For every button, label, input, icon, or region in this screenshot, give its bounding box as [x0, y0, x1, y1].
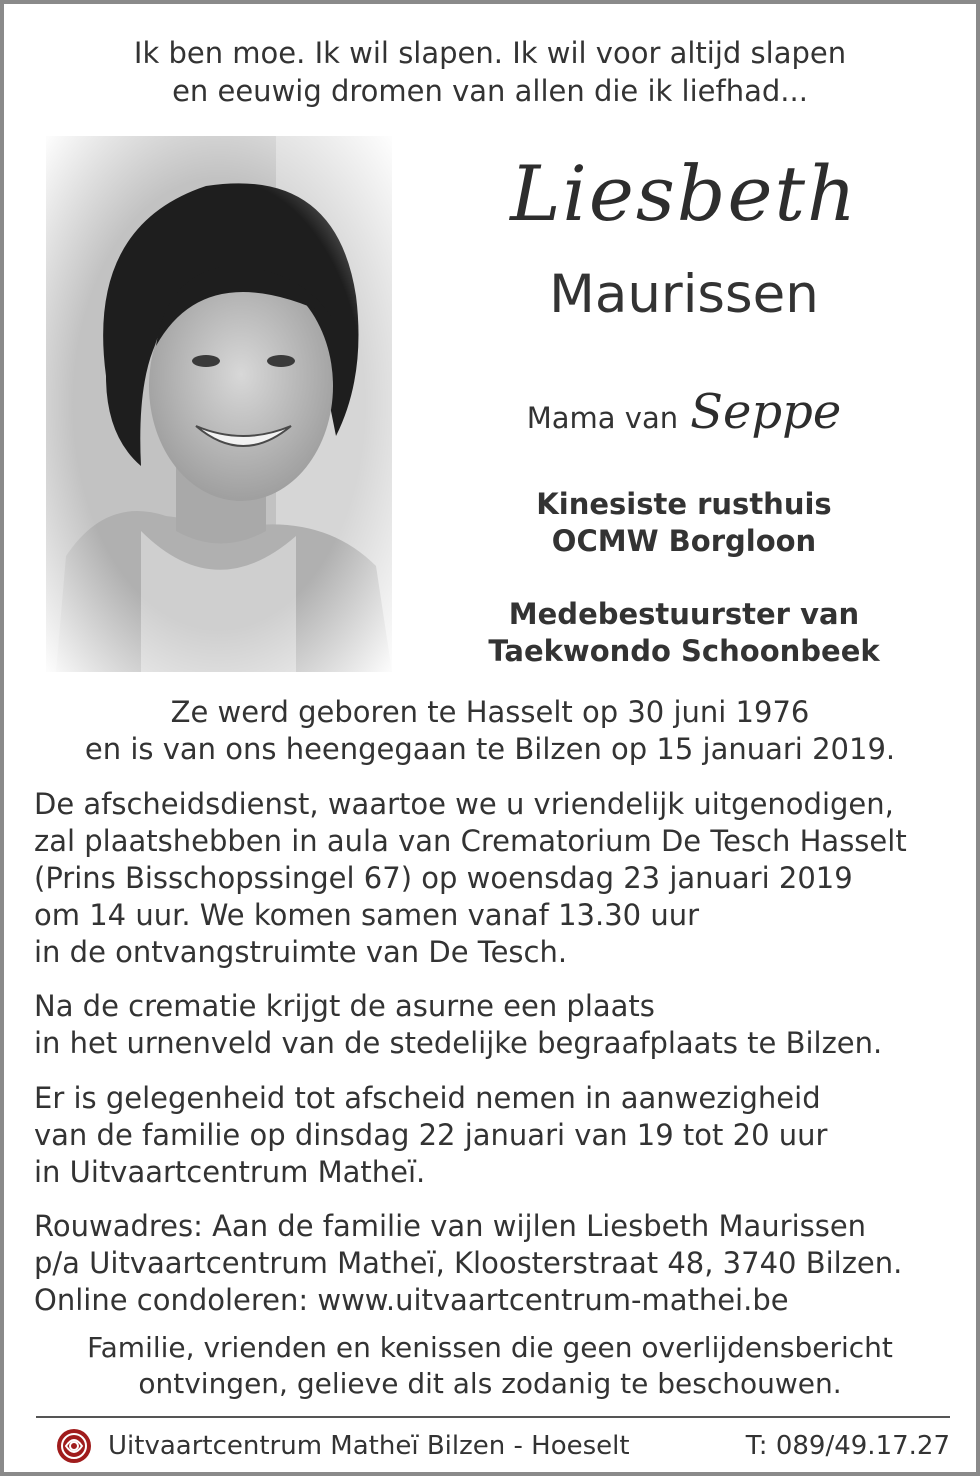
paragraph-line: in het urnenveld van de stedelijke begraafplaats te Bilzen. — [34, 1026, 883, 1060]
notice-text — [4, 1330, 976, 1402]
funeral-home-phone: T: 089/49.17.27 — [745, 1431, 950, 1461]
paragraph-line: De afscheidsdienst, waartoe we u vriendelijk uitgenodigen, — [34, 787, 894, 821]
role-line: Taekwondo Schoonbeek — [488, 634, 880, 668]
service-paragraph — [34, 786, 964, 971]
last-name: Maurissen — [549, 264, 819, 325]
role-kinesiste — [404, 486, 964, 560]
notice-line-2: ontvingen, gelieve dit als zodanig te beschouwen. — [138, 1367, 842, 1400]
born-line-2: en is van ons heengegaan te Bilzen op 15 januari 2019. — [84, 732, 896, 766]
portrait-illustration — [46, 136, 392, 672]
funeral-home-name: Uitvaartcentrum Matheï Bilzen - Hoeselt — [108, 1431, 630, 1461]
quote-line-2: en eeuwig dromen van allen die ik liefhad... — [172, 74, 808, 108]
mama-line — [404, 382, 964, 448]
paragraph-line: van de familie op dinsdag 22 januari van 19 tot 20 uur — [34, 1118, 828, 1152]
address-paragraph — [34, 1208, 964, 1319]
paragraph-line: (Prins Bisschopssingel 67) op woensdag 23 januari 2019 — [34, 861, 853, 895]
role-line: Kinesiste rusthuis — [536, 487, 832, 521]
first-name: Liesbeth — [510, 149, 858, 238]
rose-logo-icon — [56, 1428, 92, 1464]
paragraph-line: Rouwadres: Aan de familie van wijlen Liesbeth Maurissen — [34, 1209, 867, 1243]
born-line-1: Ze werd geboren te Hasselt op 30 juni 1976 — [170, 695, 810, 729]
paragraph-line: zal plaatshebben in aula van Crematorium De Tesch Hasselt — [34, 824, 907, 858]
cremation-paragraph — [34, 988, 964, 1062]
paragraph-line: p/a Uitvaartcentrum Matheï, Kloosterstraat 48, 3740 Bilzen. — [34, 1246, 903, 1280]
quote-line-1: Ik ben moe. Ik wil slapen. Ik wil voor altijd slapen — [133, 36, 847, 70]
role-line: OCMW Borgloon — [551, 524, 817, 558]
opening-quote — [4, 34, 976, 110]
birth-death-text — [4, 694, 976, 768]
child-name: Seppe — [690, 384, 842, 440]
paragraph-line: Er is gelegenheid tot afscheid nemen in aanwezigheid — [34, 1081, 821, 1115]
paragraph-line: om 14 uur. We komen samen vanaf 13.30 uur — [34, 898, 700, 932]
footer-divider — [36, 1416, 950, 1418]
role-taekwondo — [404, 596, 964, 670]
role-line: Medebestuurster van — [508, 597, 860, 631]
paragraph-line: in Uitvaartcentrum Matheï. — [34, 1155, 426, 1189]
mama-prefix: Mama van — [526, 401, 679, 435]
paragraph-line: in de ontvangstruimte van De Tesch. — [34, 935, 568, 969]
notice-line-1: Familie, vrienden en kenissen die geen overlijdensbericht — [87, 1331, 893, 1364]
portrait-photo — [46, 136, 392, 672]
obituary-card — [4, 4, 976, 1472]
paragraph-line: Online condoleren: www.uitvaartcentrum-mathei.be — [34, 1283, 789, 1317]
paragraph-line: Na de crematie krijgt de asurne een plaats — [34, 989, 655, 1023]
farewell-paragraph — [34, 1080, 964, 1191]
